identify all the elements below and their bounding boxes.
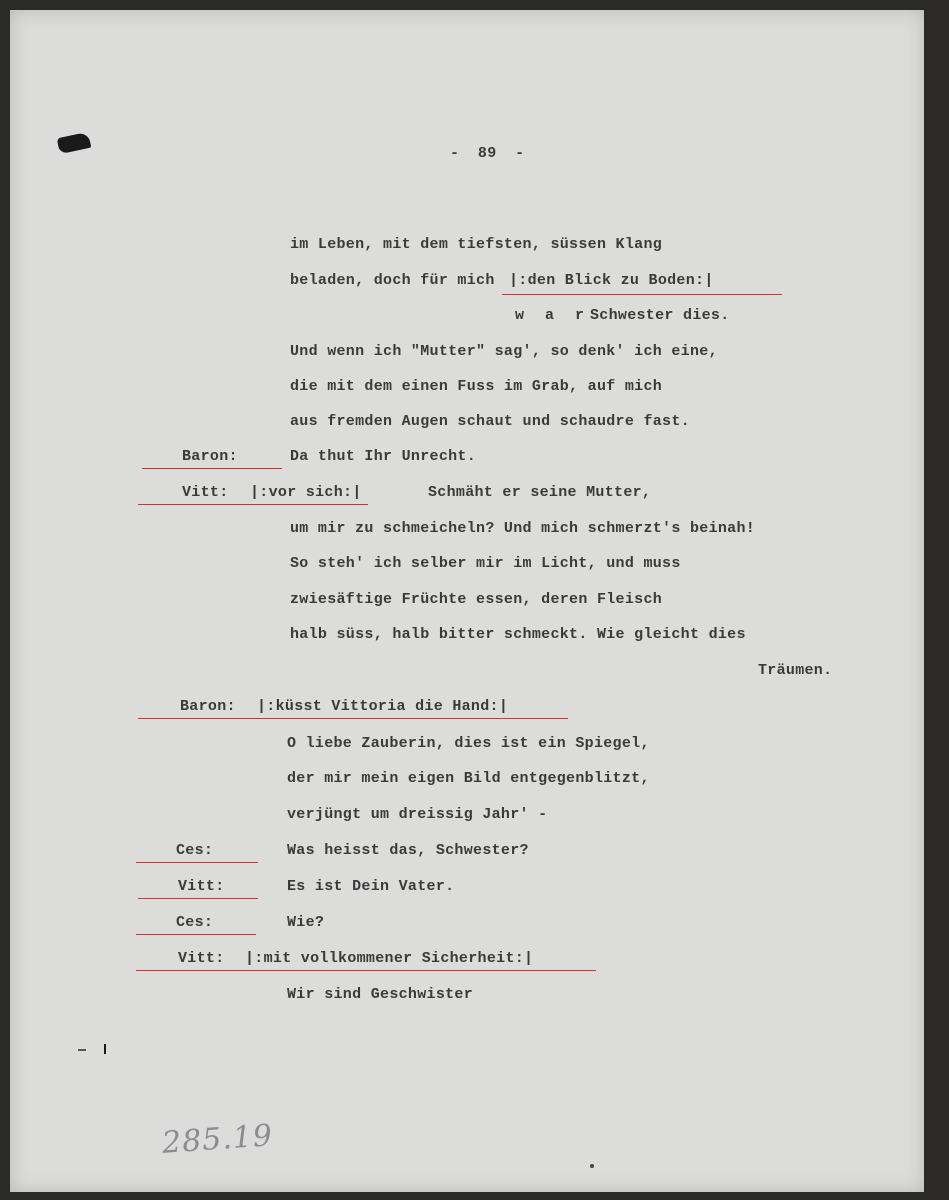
red-underline — [138, 718, 568, 719]
page-number: - 89 - — [450, 145, 525, 162]
ink-dot-mark — [104, 1044, 106, 1054]
text-line: die mit dem einen Fuss im Grab, auf mich — [290, 378, 663, 395]
text-line: Da thut Ihr Unrecht. — [290, 448, 477, 465]
red-underline — [136, 934, 256, 935]
text-line: Schwester dies. — [590, 307, 730, 324]
text-line: halb süss, halb bitter schmeckt. Wie gleicht dies — [290, 626, 746, 643]
text-line: Schmäht er seine Mutter, — [428, 484, 652, 501]
stage-direction: |:mit vollkommener Sicherheit:| — [245, 950, 534, 967]
speaker-label: Vitt: — [178, 950, 225, 967]
text-line: O liebe Zauberin, dies ist ein Spiegel, — [287, 735, 650, 752]
ink-dash-mark — [78, 1049, 86, 1051]
document-page — [10, 10, 924, 1192]
text-line: So steh' ich selber mir im Licht, und muss — [290, 555, 681, 572]
text-line: Wie? — [287, 914, 325, 931]
speaker-label: Baron: — [182, 448, 238, 465]
speaker-label: Baron: — [180, 698, 236, 715]
text-line: zwiesäftige Früchte essen, deren Fleisch — [290, 591, 663, 608]
text-line: Was heisst das, Schwester? — [287, 842, 529, 859]
speaker-label: Ces: — [176, 914, 214, 931]
red-underline — [138, 898, 258, 899]
red-underline — [502, 294, 782, 295]
red-underline — [136, 862, 258, 863]
speaker-label: Vitt: — [178, 878, 225, 895]
archive-number-handwritten: 285.19 — [160, 1118, 275, 1161]
text-line: im Leben, mit dem tiefsten, süssen Klang — [290, 236, 663, 253]
stage-direction: |:den Blick zu Boden:| — [509, 272, 714, 289]
text-line: Wir sind Geschwister — [287, 986, 474, 1003]
text-line: um mir zu schmeicheln? Und mich schmerzt's beinah! — [290, 520, 756, 537]
text-line: Und wenn ich "Mutter" sag', so denk' ich eine, — [290, 343, 718, 360]
text-line-spaced: w a r — [515, 307, 591, 324]
red-underline — [142, 468, 282, 469]
stage-direction: |:vor sich:| — [250, 484, 362, 501]
text-line: der mir mein eigen Bild entgegenblitzt, — [287, 770, 650, 787]
ink-blot-mark — [57, 132, 92, 154]
stage-direction: |:küsst Vittoria die Hand:| — [257, 698, 509, 715]
text-line: beladen, doch für mich — [290, 272, 504, 289]
text-line: aus fremden Augen schaut und schaudre fast. — [290, 413, 690, 430]
speaker-label: Vitt: — [182, 484, 229, 501]
red-underline — [136, 970, 596, 971]
ink-dot-mark — [590, 1164, 594, 1168]
text-line: Träumen. — [758, 662, 833, 679]
speaker-label: Ces: — [176, 842, 214, 859]
text-line: Es ist Dein Vater. — [287, 878, 455, 895]
text-line: verjüngt um dreissig Jahr' - — [287, 806, 548, 823]
red-underline — [138, 504, 368, 505]
